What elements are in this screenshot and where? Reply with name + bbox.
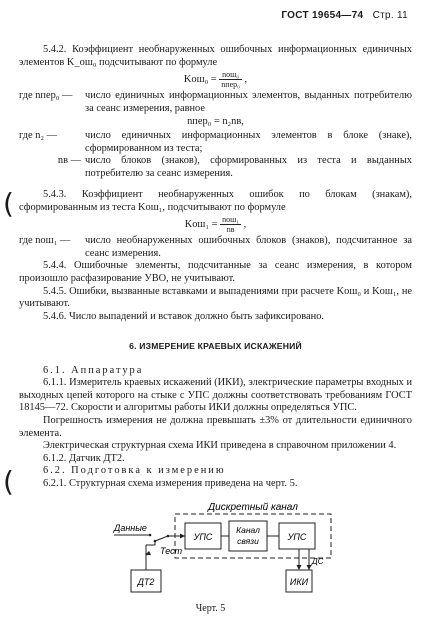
paragraph-5-4-3: 5.4.3. Коэффициент необнаруженных ошибок по блокам (знакам), сформированным из теста Kош₁, подсчитывают по формуле xyxy=(19,189,412,213)
paragraph-5-4-6: 5.4.6. Число выпадений и вставок должно быть зафиксировано. xyxy=(43,310,324,322)
switch-contact-test xyxy=(154,540,157,543)
formula-kosh0: Kош₀ = $\frac{\text{nош₀}}{\text{nпер₀}}$ , xyxy=(183,70,248,90)
arrow-to-iki xyxy=(297,565,302,570)
definition-term: где nпер₀ — xyxy=(19,90,73,102)
fraction xyxy=(219,70,242,89)
fraction-numerator: nош₁ xyxy=(222,215,240,225)
test-label: Тест xyxy=(160,546,183,556)
definition-text: число единичных информационных элементов в блоке (знаке), сформированном из теста; xyxy=(85,129,412,154)
switch-contact-data xyxy=(149,534,152,537)
fraction-denominator: nв xyxy=(226,225,235,235)
margin-bracket-mark-2: ( xyxy=(3,465,14,498)
formula-nper0: nпер₀ = n₂nв, xyxy=(187,116,244,128)
definition-nb xyxy=(19,155,412,180)
paragraph-6-1-1: 6.1.1. Измеритель краевых искажений (ИКИ), электрические параметры входных и выходных цепей которого на стыке с УПС должны соответствовать требованиям ГОСТ 18145—72. Скорости и алгоритмы работы ИКИ должны определяться УПС. xyxy=(19,377,412,414)
arrow-to-ups xyxy=(180,534,185,539)
definition-text: число блоков (знаков), сформированных из теста и выданных потребителю за сеанс измерения. xyxy=(85,155,412,179)
channel-label-2: связи xyxy=(237,536,259,546)
iki-label: ИКИ xyxy=(289,577,309,587)
paragraph-5-4-5: 5.4.5. Ошибки, вызванные вставками и выпадениями при расчете Kош₀ и Kош₁, не учитывают. xyxy=(19,285,412,310)
paragraph-5-4-2: 5.4.2. Коэффициент необнаруженных ошибочных информационных единичных элементов K_ош₀ подсчитывают по формуле xyxy=(19,44,412,68)
definition-term: где nош₁ — xyxy=(19,235,71,247)
discrete-channel-label: Дискретный канал xyxy=(208,502,298,513)
section-6-title: 6. ИЗМЕРЕНИЕ КРАЕВЫХ ИСКАЖЕНИЙ xyxy=(129,341,302,351)
definition-nosh1 xyxy=(19,235,412,260)
page-number: Стр. 11 xyxy=(372,10,408,21)
paragraph-6-1-1-accuracy: Погрешность измерения не должна превышать ±3% от длительности единичного элемента. xyxy=(19,414,412,439)
definition-text: число единичных информационных элементов, выданных потребителю за сеанс измерения, равное xyxy=(85,90,412,114)
standard-number: ГОСТ 19654—74 xyxy=(281,10,364,21)
section-6 xyxy=(19,340,412,491)
ups-right-label: УПС xyxy=(287,532,307,542)
formula-kosh1: Kош₁ = $\frac{\text{nош₁}}{nв}$ , xyxy=(184,215,247,235)
paragraph-6-2: 6.2. Подготовка к измерению xyxy=(43,465,226,477)
ups-left-label: УПС xyxy=(193,532,213,542)
paragraph-5-4-4: 5.4.4. Ошибочные элементы, подсчитанные за сеанс измерения, в котором произошло расфазирование УВО, не учитывают. xyxy=(19,260,412,284)
formula-lhs: Kош₀ = xyxy=(183,74,217,86)
paragraph-6-1-2: 6.1.2. Датчик ДТ2. xyxy=(43,452,125,464)
channel-label-1: Канал xyxy=(236,525,260,535)
arrow-ds xyxy=(307,565,312,570)
definition-nper0 xyxy=(19,90,412,115)
data-label: Данные xyxy=(114,523,147,533)
section-5-4-2 xyxy=(19,44,412,180)
definition-term: где n₂ — xyxy=(19,129,58,141)
definition-text: число необнаруженных ошибочных блоков (знаков), подсчитанное за сеанс измерения. xyxy=(85,235,412,259)
switch-arm xyxy=(155,536,168,541)
definition-term: nв — xyxy=(57,155,81,167)
section-5-4-3 xyxy=(19,189,412,323)
paragraph-6-2-1: 6.2.1. Структурная схема измерения приведена на черт. 5. xyxy=(43,477,298,489)
figure-caption: Черт. 5 xyxy=(195,603,226,614)
measurement-diagram xyxy=(0,490,421,600)
paragraph-6-1: 6.1. Аппаратура xyxy=(43,364,144,376)
fraction-denominator: nпер₀ xyxy=(221,80,240,90)
paragraph-6-1-1-appendix: Электрическая структурная схема ИКИ приведена в справочном приложении 4. xyxy=(43,440,397,452)
dt2-label: ДТ2 xyxy=(137,577,155,587)
ds-label: ДС xyxy=(312,557,324,566)
definition-n2 xyxy=(19,130,412,155)
page-header xyxy=(281,10,408,23)
fraction xyxy=(220,215,241,234)
formula-lhs: Kош₁ = xyxy=(184,219,218,231)
margin-bracket-mark: ( xyxy=(3,187,14,220)
fraction-numerator: nош₀ xyxy=(219,70,242,80)
